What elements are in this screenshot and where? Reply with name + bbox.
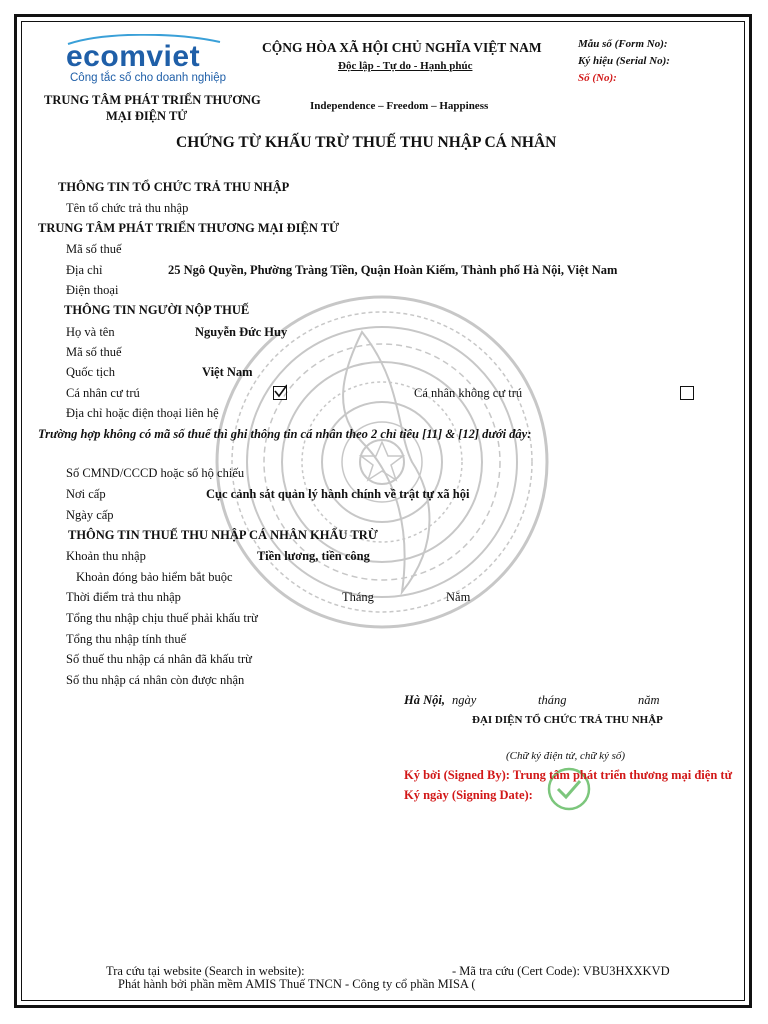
payer-phone-label: Điện thoại <box>66 283 119 297</box>
assessable-income-label: Tổng thu nhập tính thuế <box>66 632 187 646</box>
withheld-tax-label: Số thuế thu nhập cá nhân đã khấu trừ <box>66 652 252 666</box>
signed-by: Ký bởi (Signed By): Trung tâm phát triển thương mại điện tử <box>404 768 733 782</box>
fullname-label: Họ và tên <box>66 325 115 339</box>
income-type-value: Tiền lương, tiền công <box>257 549 370 563</box>
page-title: CHỨNG TỪ KHẤU TRỪ THUẾ THU NHẬP CÁ NHÂN <box>176 134 557 151</box>
payer-name-label: Tên tổ chức trả thu nhập <box>66 201 189 215</box>
payer-address-value: 25 Ngô Quyền, Phường Tràng Tiền, Quận Hoàn Kiếm, Thành phố Hà Nội, Việt Nam <box>168 263 618 277</box>
year-label: Năm <box>446 590 471 604</box>
serial-no: Ký hiệu (Serial No): <box>578 55 670 67</box>
drum-watermark-icon <box>212 292 552 632</box>
number-no: Số (No): <box>578 72 617 84</box>
checkmark-icon <box>273 384 287 398</box>
no-tax-code-note: Trường hợp không có mã số thuế thì ghi thông tin cá nhân theo 2 chỉ tiêu [11] & [12] dưới đây: <box>38 427 532 441</box>
lookup-website: Tra cứu tại website (Search in website): <box>106 964 305 978</box>
issued-date-label: Ngày cấp <box>66 508 114 522</box>
motto-en: Independence – Freedom – Happiness <box>310 100 489 112</box>
sign-month: tháng <box>538 693 567 707</box>
nation-title: CỘNG HÒA XÃ HỘI CHỦ NGHĨA VIỆT NAM <box>262 40 542 55</box>
logo-swoosh-icon <box>64 34 224 46</box>
signing-date: Ký ngày (Signing Date): <box>404 788 533 802</box>
taxpayer-tax-code-label: Mã số thuế <box>66 345 122 359</box>
contact-label: Địa chỉ hoặc điện thoại liên hệ <box>66 406 219 420</box>
resident-label: Cá nhân cư trú <box>66 386 140 400</box>
sign-place: Hà Nội, <box>404 693 445 707</box>
issued-by-value: Cục cảnh sát quản lý hành chính về trật tự xã hội <box>206 487 470 501</box>
cert-code: - Mã tra cứu (Cert Code): VBU3HXXKVD <box>452 964 670 978</box>
payer-address-label: Địa chỉ <box>66 263 103 277</box>
sign-year: năm <box>638 693 660 707</box>
nonresident-checkbox[interactable] <box>680 386 694 400</box>
publisher-line: Phát hành bởi phần mềm AMIS Thuế TNCN - Công ty cổ phần MISA ( <box>118 977 476 991</box>
nationality-value: Việt Nam <box>202 365 253 379</box>
resident-checkbox[interactable] <box>273 386 287 400</box>
month-label: Tháng <box>342 590 374 604</box>
issued-by-label: Nơi cấp <box>66 487 106 501</box>
fullname-value: Nguyễn Đức Huy <box>195 325 288 339</box>
taxpayer-heading: THÔNG TIN NGƯỜI NỘP THUẾ <box>64 303 250 317</box>
form-no: Mẫu số (Form No): <box>578 38 668 50</box>
logo-tagline: Công tắc số cho doanh nghiệp <box>70 72 227 84</box>
income-type-label: Khoản thu nhập <box>66 549 146 563</box>
insurance-label: Khoản đóng bảo hiểm bắt buộc <box>76 570 233 584</box>
payer-tax-code-label: Mã số thuế <box>66 242 122 256</box>
payment-time-label: Thời điểm trả thu nhập <box>66 590 181 604</box>
org-name-line2: MẠI ĐIỆN TỬ <box>106 109 188 123</box>
net-income-label: Số thu nhập cá nhân còn được nhận <box>66 673 245 687</box>
income-heading: THÔNG TIN THUẾ THU NHẬP CÁ NHÂN KHẤU TRỪ <box>68 528 378 542</box>
representative-label: ĐẠI DIỆN TỔ CHỨC TRẢ THU NHẬP <box>472 714 663 726</box>
id-label: Số CMND/CCCD hoặc số hộ chiếu <box>66 466 245 480</box>
nonresident-label: Cá nhân không cư trú <box>414 386 523 400</box>
payer-name-value: TRUNG TÂM PHÁT TRIỂN THƯƠNG MẠI ĐIỆN TỬ <box>38 221 340 235</box>
sign-day: ngày <box>452 693 477 707</box>
payer-heading: THÔNG TIN TỔ CHỨC TRẢ THU NHẬP <box>58 180 290 194</box>
motto: Độc lập - Tự do - Hạnh phúc <box>338 60 473 72</box>
sign-note: (Chữ ký điện tử, chữ ký số) <box>506 750 626 762</box>
taxable-income-label: Tổng thu nhập chịu thuế phải khấu trừ <box>66 611 258 625</box>
org-name-line1: TRUNG TÂM PHÁT TRIỂN THƯƠNG <box>44 93 261 107</box>
ecomviet-logo: ecomviet <box>66 40 201 73</box>
nationality-label: Quốc tịch <box>66 365 115 379</box>
